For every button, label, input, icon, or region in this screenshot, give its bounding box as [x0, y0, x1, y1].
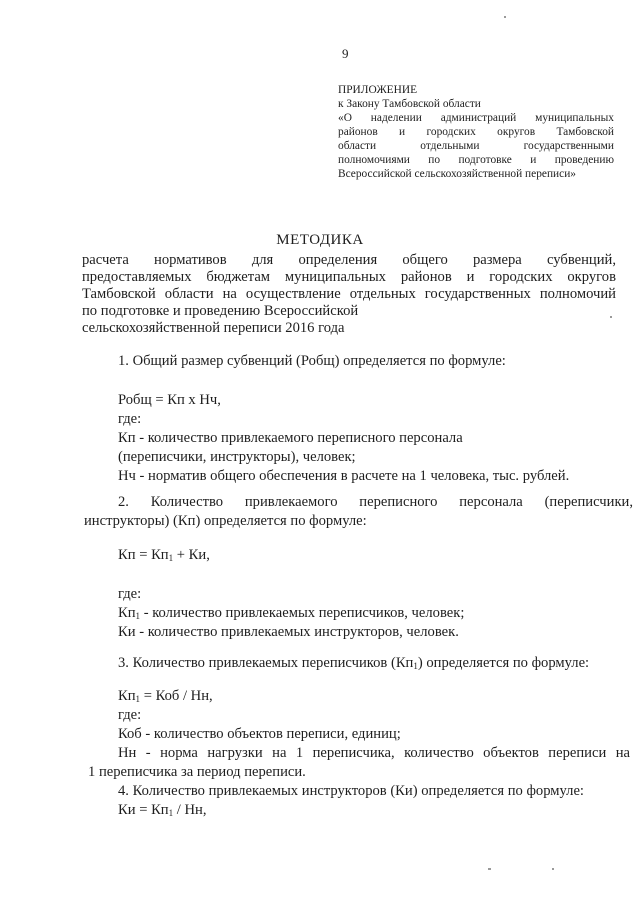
appendix-line: Всероссийской сельскохозяйственной переписи»: [338, 168, 576, 180]
page-number: 9: [342, 46, 349, 61]
subtitle-line: по подготовке и проведению Всероссийской: [82, 303, 359, 319]
appendix-line: районов и городских округов Тамбовской: [338, 126, 614, 138]
appendix-line: «О наделении администраций муниципальных: [338, 112, 614, 124]
scan-speck: [610, 316, 612, 318]
scan-speck: [552, 868, 554, 870]
subtitle-line: предоставляемых бюджетам муниципальных районов и городских округов: [82, 269, 616, 285]
where-label: где:: [118, 411, 142, 427]
appendix-line: области отдельными государственными: [338, 140, 614, 152]
definition: Нч - норматив общего обеспечения в расчете на 1 человека, тыс. рублей.: [118, 468, 570, 484]
definition: Кп - количество привлекаемого переписного персонала: [118, 430, 463, 446]
section-2-formula: Кп = $Кп_1$ + Ки,: [118, 547, 210, 563]
subtitle-line: расчета нормативов для определения общего размера субвенций,: [82, 252, 616, 268]
definition: Коб - количество объектов переписи, единиц;: [118, 726, 401, 742]
section-4-heading: 4. Количество привлекаемых инструкторов (Ки) определяется по формуле:: [118, 783, 584, 799]
definition: $Кп_1$ - количество привлекаемых переписчиков, человек;: [118, 605, 465, 621]
subtitle-line: сельскохозяйственной переписи 2016 года: [82, 320, 345, 336]
definition: Ки - количество привлекаемых инструкторов, человек.: [118, 624, 459, 640]
document-title: МЕТОДИКА: [276, 232, 364, 248]
section-2-heading-cont: инструкторы) (Кп) определяется по формуле:: [84, 513, 367, 529]
appendix-heading: ПРИЛОЖЕНИЕ: [338, 84, 418, 96]
section-3-formula: $Кп_1$ = Коб / Нн,: [118, 688, 213, 704]
appendix-line: к Закону Тамбовской области: [338, 98, 481, 110]
where-label: где:: [118, 707, 142, 723]
section-4-formula: Ки = $Кп_1$ / Нн,: [118, 802, 207, 818]
subtitle-line: Тамбовской области на осуществление отдельных государственных полномочий: [82, 286, 616, 302]
scan-speck: [488, 868, 491, 870]
section-1-formula: Робщ = Кп х Нч,: [118, 392, 221, 408]
where-label: где:: [118, 586, 142, 602]
section-1-heading: 1. Общий размер субвенций (Робщ) определяется по формуле:: [118, 353, 506, 369]
appendix-line: полномочиями по подготовке и проведению: [338, 154, 614, 166]
definition-cont: 1 переписчика за период переписи.: [88, 764, 306, 780]
section-3-heading: 3. Количество привлекаемых переписчиков $(Кп_1)$ определяется по формуле:: [118, 655, 590, 671]
section-2-heading: 2. Количество привлекаемого переписного персонала (переписчики,: [118, 494, 633, 510]
definition: Нн - норма нагрузки на 1 переписчика, количество объектов переписи на: [118, 745, 630, 761]
definition: (переписчики, инструкторы), человек;: [118, 449, 356, 465]
scan-speck: [504, 16, 506, 18]
